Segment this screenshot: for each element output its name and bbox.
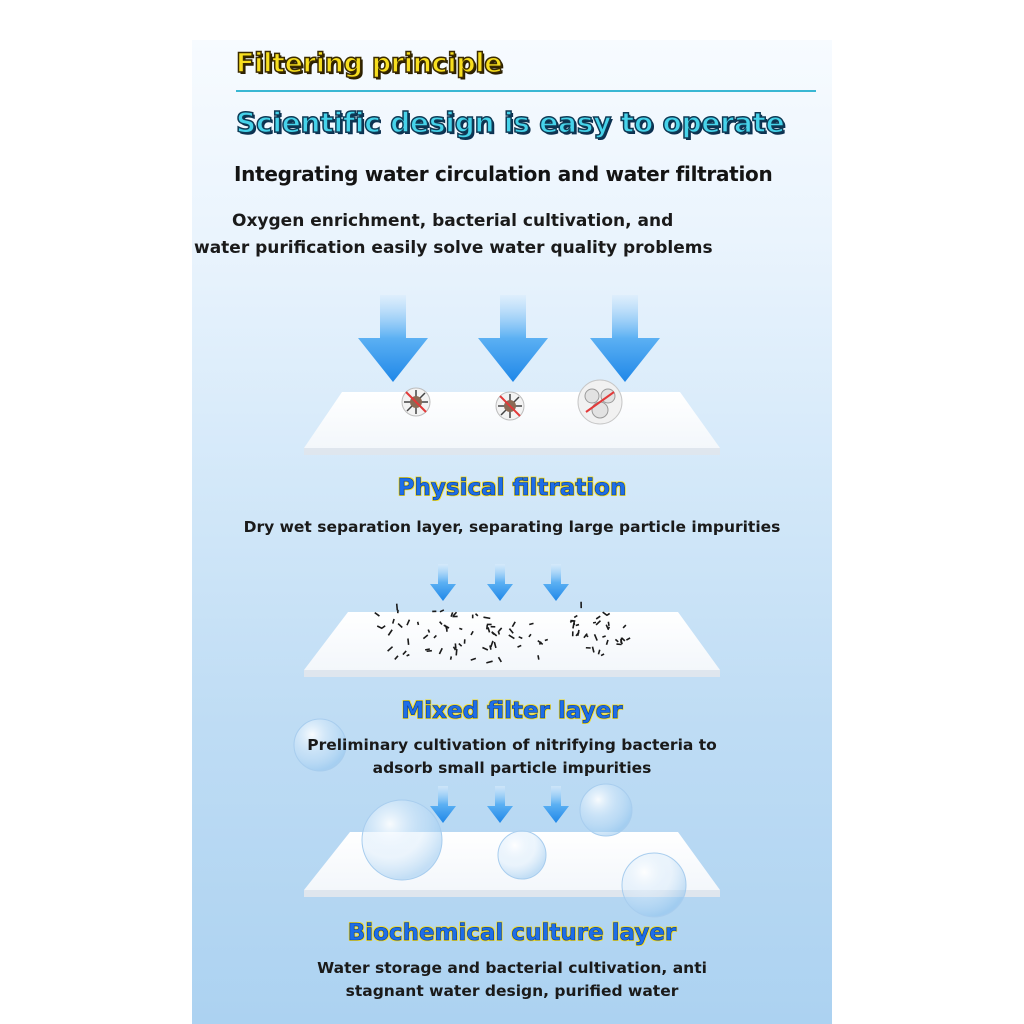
tagline: Integrating water circulation and water filtration [234, 162, 773, 186]
bacteria-icon [402, 388, 430, 416]
layer-desc-biochemical [192, 957, 832, 1003]
page-subtitle: Scientific design is easy to operate [236, 106, 785, 139]
intro-line: water purification easily solve water quality problems [194, 238, 713, 258]
particle [491, 626, 496, 628]
bubble-icon [362, 800, 442, 880]
particle [464, 639, 466, 643]
bacteria-icon [578, 380, 622, 424]
down-arrow-icon [543, 786, 569, 823]
filtering-principle-panel [192, 40, 832, 1024]
down-arrow-icon [487, 564, 513, 601]
bubble-icon [580, 784, 632, 836]
particle [396, 604, 398, 611]
particle [432, 611, 436, 613]
layer-title-biochemical: Biochemical culture layer [347, 920, 677, 946]
layer-desc-physical [192, 516, 832, 539]
particle [446, 627, 448, 632]
particle [572, 631, 574, 636]
down-arrow-icon [478, 295, 548, 382]
particle [472, 615, 474, 619]
filter-plate-mixed [304, 612, 720, 677]
down-arrow-icon [543, 564, 569, 601]
layer-desc-line: Water storage and bacterial cultivation, anti [317, 959, 707, 977]
down-arrow-icon [430, 564, 456, 601]
layer-desc-line: stagnant water design, purified water [345, 982, 679, 1000]
particle [580, 602, 582, 608]
bacteria-icon [496, 392, 524, 420]
layer-title-mixed: Mixed filter layer [401, 698, 623, 724]
layer-desc-line: Preliminary cultivation of nitrifying bacteria to [307, 736, 717, 754]
particle [397, 610, 399, 613]
page-title: Filtering principle [236, 48, 503, 79]
layer-desc-line: adsorb small particle impurities [372, 759, 652, 777]
down-arrow-icon [590, 295, 660, 382]
layer-desc-line: Dry wet separation layer, separating large particle impurities [243, 518, 781, 536]
layer-title-physical: Physical filtration [397, 475, 627, 501]
bubble-icon [498, 831, 546, 879]
particle [452, 616, 457, 618]
intro-line: Oxygen enrichment, bacterial cultivation, and [232, 211, 674, 231]
layer-desc-mixed [192, 734, 832, 780]
bubble-icon [622, 853, 686, 917]
particle [586, 647, 591, 649]
down-arrow-icon [487, 786, 513, 823]
down-arrow-icon [358, 295, 428, 382]
